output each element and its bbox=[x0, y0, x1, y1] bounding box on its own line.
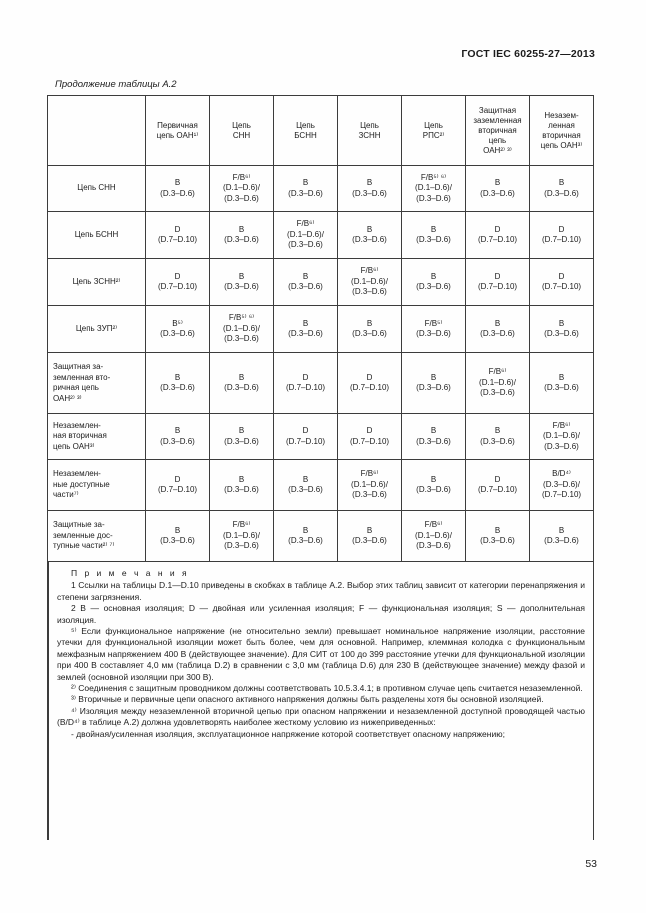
column-header: Цепь СНН bbox=[210, 96, 274, 166]
table-cell: F/B⁶⁾ (D.1–D.6)/ (D.3–D.6) bbox=[466, 353, 530, 414]
table-cell: D (D.7–D.10) bbox=[466, 460, 530, 511]
table-cell: D (D.7–D.10) bbox=[274, 353, 338, 414]
table-cell: D (D.7–D.10) bbox=[466, 212, 530, 259]
table-cell: B/D⁴⁾ (D.3–D.6)/ (D.7–D.10) bbox=[530, 460, 594, 511]
column-header: Первичная цепь ОАН¹⁾ bbox=[146, 96, 210, 166]
table-cell: B (D.3–D.6) bbox=[466, 166, 530, 212]
insulation-table bbox=[47, 95, 594, 840]
table-cell: B (D.3–D.6) bbox=[402, 259, 466, 306]
notes-section bbox=[48, 562, 594, 840]
table-cell: B (D.3–D.6) bbox=[146, 166, 210, 212]
table-cell: B (D.3–D.6) bbox=[402, 460, 466, 511]
table-cell: D (D.7–D.10) bbox=[466, 259, 530, 306]
table-cell: B (D.3–D.6) bbox=[210, 259, 274, 306]
table-cell: D (D.7–D.10) bbox=[338, 414, 402, 460]
table-cell: B (D.3–D.6) bbox=[146, 353, 210, 414]
row-label: Защитная за- земленная вто- ричная цепь ОАН²⁾ ³⁾ bbox=[48, 353, 146, 414]
note-item: ²⁾ Соединения с защитным проводником должны соответствовать 10.5.3.4.1; в противном случае цепь считается незаземленной. bbox=[71, 683, 583, 694]
table-cell: B (D.3–D.6) bbox=[530, 306, 594, 353]
table-body bbox=[48, 166, 594, 562]
table-cell: B (D.3–D.6) bbox=[466, 306, 530, 353]
table-cell: B (D.3–D.6) bbox=[274, 460, 338, 511]
table-cell: F/B⁶⁾ (D.1–D.6)/ (D.3–D.6) bbox=[338, 259, 402, 306]
table-cell: D (D.7–D.10) bbox=[274, 414, 338, 460]
table-cell: B (D.3–D.6) bbox=[338, 511, 402, 562]
row-label: Незаземлен- ная вторичная цепь ОАН³⁾ bbox=[48, 414, 146, 460]
row-label: Незаземлен- ные доступные части⁷⁾ bbox=[48, 460, 146, 511]
table-cell: F/B⁶⁾ (D.1–D.6)/ (D.3–D.6) bbox=[402, 511, 466, 562]
table-cell: D (D.7–D.10) bbox=[530, 259, 594, 306]
row-label: Цепь ЗСНН²⁾ bbox=[48, 259, 146, 306]
table-cell: B (D.3–D.6) bbox=[274, 511, 338, 562]
table-cell: B (D.3–D.6) bbox=[530, 353, 594, 414]
table-cell: F/B⁵⁾ ⁶⁾ (D.1–D.6)/ (D.3–D.6) bbox=[210, 306, 274, 353]
notes-heading: П р и м е ч а н и я bbox=[71, 568, 190, 578]
table-cell: B (D.3–D.6) bbox=[146, 511, 210, 562]
note-item: 1 Ссылки на таблицы D.1—D.10 приведены в скобках в таблице А.2. Выбор этих таблиц зависит от категории перенапряжения и степени загрязнения. bbox=[57, 580, 585, 602]
table-cell: B (D.3–D.6) bbox=[274, 306, 338, 353]
table-cell: B (D.3–D.6) bbox=[146, 414, 210, 460]
row-label: Цепь ЗУП²⁾ bbox=[48, 306, 146, 353]
row-label: Защитные за- земленные дос- тупные части²⁾ ⁷⁾ bbox=[48, 511, 146, 562]
table-cell: B (D.3–D.6) bbox=[466, 414, 530, 460]
table-cell: D (D.7–D.10) bbox=[146, 212, 210, 259]
table-row bbox=[48, 511, 594, 562]
column-header: Цепь РПС²⁾ bbox=[402, 96, 466, 166]
table-cell: F/B⁶⁾ (D.1–D.6)/ (D.3–D.6) bbox=[338, 460, 402, 511]
notes-list bbox=[57, 580, 585, 740]
note-item: ⁴⁾ Изоляция между незаземленной вторичной цепью при опасном напряжении и незаземленной доступной проводящей частью (B/D⁴⁾ в таблице А.2) должна удовлетворять наиболее жесткому условию из нижеприведенных: bbox=[57, 705, 585, 728]
column-header: Защитная заземленная вторичная цепь ОАН²⁾ ³⁾ bbox=[466, 96, 530, 166]
table-cell: B (D.3–D.6) bbox=[530, 166, 594, 212]
table-cell: B (D.3–D.6) bbox=[466, 511, 530, 562]
table-cell: D (D.7–D.10) bbox=[146, 460, 210, 511]
row-label: Цепь СНН bbox=[48, 166, 146, 212]
table-cell: B (D.3–D.6) bbox=[530, 511, 594, 562]
note-item: ³⁾ Вторичные и первичные цепи опасного активного напряжения должны быть разделены хотя бы основной изоляцией. bbox=[71, 694, 544, 705]
table-cell: B (D.3–D.6) bbox=[402, 414, 466, 460]
table-row bbox=[48, 414, 594, 460]
table-cell: F/B⁶⁾ (D.1–D.6)/ (D.3–D.6) bbox=[274, 212, 338, 259]
table-cell: F/B⁶⁾ (D.1–D.6)/ (D.3–D.6) bbox=[530, 414, 594, 460]
page-number: 53 bbox=[585, 858, 597, 870]
doc-header: ГОСТ IEC 60255-27—2013 bbox=[461, 48, 595, 60]
table-cell: B (D.3–D.6) bbox=[274, 259, 338, 306]
table-header-row bbox=[48, 96, 594, 166]
note-item: 2 B — основная изоляция; D — двойная или усиленная изоляция; F — функциональная изоляция; S — дополнительная изоляция. bbox=[57, 603, 585, 625]
column-header: Незазем- ленная вторичная цепь ОАН³⁾ bbox=[530, 96, 594, 166]
table-row bbox=[48, 460, 594, 511]
table-cell: B (D.3–D.6) bbox=[402, 353, 466, 414]
table-cell: F/B⁶⁾ (D.1–D.6)/ (D.3–D.6) bbox=[210, 166, 274, 212]
table-cell: B (D.3–D.6) bbox=[210, 414, 274, 460]
table-cell: B (D.3–D.6) bbox=[338, 212, 402, 259]
table-cell: B (D.3–D.6) bbox=[210, 353, 274, 414]
table-cell: D (D.7–D.10) bbox=[338, 353, 402, 414]
table-cell: B⁵⁾ (D.3–D.6) bbox=[146, 306, 210, 353]
corner-cell bbox=[48, 96, 146, 166]
table-cell: B (D.3–D.6) bbox=[210, 212, 274, 259]
table-row bbox=[48, 259, 594, 306]
table-cell: B (D.3–D.6) bbox=[338, 166, 402, 212]
table-cell: B (D.3–D.6) bbox=[402, 212, 466, 259]
table-cell: B (D.3–D.6) bbox=[210, 460, 274, 511]
column-header: Цепь ЗСНН bbox=[338, 96, 402, 166]
table-row bbox=[48, 212, 594, 259]
row-label: Цепь БСНН bbox=[48, 212, 146, 259]
table-cell: F/B⁵⁾ ⁶⁾ (D.1–D.6)/ (D.3–D.6) bbox=[402, 166, 466, 212]
table-row bbox=[48, 166, 594, 212]
table-cell: D (D.7–D.10) bbox=[146, 259, 210, 306]
column-header: Цепь БСНН bbox=[274, 96, 338, 166]
note-item: - двойная/усиленная изоляция, эксплуатационное напряжение которой соответствует опасному напряжению; bbox=[71, 728, 505, 739]
table-row bbox=[48, 353, 594, 414]
table-cell: B (D.3–D.6) bbox=[338, 306, 402, 353]
table-cell: B (D.3–D.6) bbox=[274, 166, 338, 212]
table-row bbox=[48, 306, 594, 353]
table-cell: F/B⁶⁾ (D.1–D.6)/ (D.3–D.6) bbox=[210, 511, 274, 562]
table-caption: Продолжение таблицы А.2 bbox=[55, 79, 177, 90]
table-cell: D (D.7–D.10) bbox=[530, 212, 594, 259]
note-item: ⁵⁾ Если функциональное напряжение (не относительно земли) превышает номинальное напряжение изоляции, расстояние утечки для функциональной изоляции может быть более, чем для основной. Например, клеммная колодка с функциональным межфазным напряжением 400 В (действующее значение). Для СИТ от 100 до 399 расстояние утечки для функциональной изоляции при 400 В составляет 4,0 мм (таблица D.2) в сравнении с 3,0 мм (таблица D.6) для 230 В (действующее значение) между фазой и землей (основной изоляции при 300 В). bbox=[57, 626, 585, 682]
table-cell: F/B⁵⁾ (D.3–D.6) bbox=[402, 306, 466, 353]
